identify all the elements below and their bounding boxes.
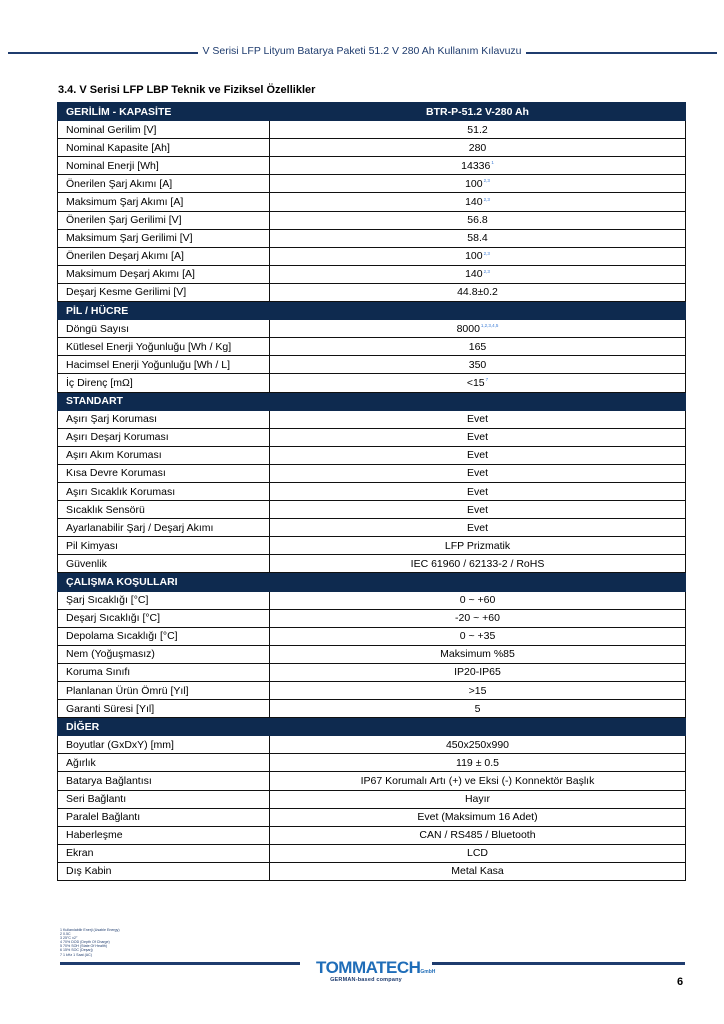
spec-label-cell: Deşarj Kesme Gerilimi [V] bbox=[58, 283, 270, 301]
spec-value: IP20-IP65 bbox=[454, 666, 501, 679]
spec-value-cell bbox=[270, 446, 686, 464]
spec-value: CAN / RS485 / Bluetooth bbox=[419, 829, 536, 842]
spec-value-cell bbox=[270, 862, 686, 880]
table-row bbox=[58, 410, 686, 428]
footnote-marker: 2,3 bbox=[483, 250, 490, 256]
table-row bbox=[58, 175, 686, 193]
table-row bbox=[58, 428, 686, 446]
spec-value: 280 bbox=[468, 141, 487, 154]
section-title-cell: GERİLİM - KAPASİTE bbox=[58, 103, 270, 121]
table-row bbox=[58, 338, 686, 356]
footnote-marker: 2,3 bbox=[483, 196, 490, 202]
spec-value: 8000 bbox=[456, 322, 480, 335]
spec-value: -20 ~ +60 bbox=[455, 612, 500, 625]
spec-table bbox=[57, 102, 686, 881]
spec-label-cell: Pil Kimyası bbox=[58, 537, 270, 555]
spec-value: Hayır bbox=[464, 793, 491, 806]
table-row bbox=[58, 265, 686, 283]
table-row bbox=[58, 157, 686, 175]
section-value-header-cell: BTR-P-51.2 V-280 Ah bbox=[270, 103, 686, 121]
spec-value: 100 bbox=[465, 177, 483, 190]
table-row bbox=[58, 446, 686, 464]
spec-value-cell bbox=[270, 410, 686, 428]
footer-bar-left bbox=[60, 962, 300, 965]
spec-value-cell bbox=[270, 356, 686, 374]
spec-value-cell bbox=[270, 211, 686, 229]
spec-value: Evet bbox=[466, 467, 488, 480]
table-row bbox=[58, 482, 686, 500]
spec-value: Evet bbox=[466, 503, 488, 516]
spec-label-cell: Maksimum Şarj Akımı [A] bbox=[58, 193, 270, 211]
footnote-marker: 7 bbox=[485, 377, 489, 383]
spec-label-cell: Seri Bağlantı bbox=[58, 790, 270, 808]
table-row bbox=[58, 519, 686, 537]
footnote-marker: 1,2,3,4,5 bbox=[480, 323, 499, 329]
spec-label-cell: Planlanan Ürün Ömrü [Yıl] bbox=[58, 682, 270, 700]
spec-label-cell: Maksimum Şarj Gerilimi [V] bbox=[58, 229, 270, 247]
spec-value-cell bbox=[270, 754, 686, 772]
spec-value: 56.8 bbox=[467, 214, 488, 227]
spec-value-cell bbox=[270, 519, 686, 537]
spec-value-cell bbox=[270, 482, 686, 500]
spec-value: Evet (Maksimum 16 Adet) bbox=[417, 811, 538, 824]
spec-label-cell: Ekran bbox=[58, 844, 270, 862]
spec-label-cell: Ayarlanabilir Şarj / Deşarj Akımı bbox=[58, 519, 270, 537]
spec-label-cell: Şarj Sıcaklığı [°C] bbox=[58, 591, 270, 609]
spec-value: >15 bbox=[468, 684, 487, 697]
spec-label-cell: Garanti Süresi [Yıl] bbox=[58, 700, 270, 718]
spec-value: 165 bbox=[468, 340, 487, 353]
section-header-row bbox=[58, 718, 686, 736]
spec-label-cell: Nominal Gerilim [V] bbox=[58, 121, 270, 139]
table-row bbox=[58, 627, 686, 645]
spec-label-cell: Önerilen Şarj Gerilimi [V] bbox=[58, 211, 270, 229]
section-title-cell: PİL / HÜCRE bbox=[58, 302, 270, 320]
table-row bbox=[58, 772, 686, 790]
spec-label-cell: Haberleşme bbox=[58, 826, 270, 844]
section-title: 3.4. V Serisi LFP LBP Teknik ve Fiziksel Özellikler bbox=[58, 84, 316, 96]
spec-value: Maksimum %85 bbox=[440, 648, 515, 661]
spec-label-cell: Paralel Bağlantı bbox=[58, 808, 270, 826]
spec-label-cell: Nominal Enerji [Wh] bbox=[58, 157, 270, 175]
spec-label-cell: Aşırı Deşarj Koruması bbox=[58, 428, 270, 446]
spec-value: LFP Prizmatik bbox=[444, 539, 511, 552]
table-row bbox=[58, 374, 686, 392]
table-row bbox=[58, 754, 686, 772]
footnote-marker: 2,3 bbox=[483, 178, 490, 184]
spec-value-cell bbox=[270, 682, 686, 700]
spec-label-cell: Sıcaklık Sensörü bbox=[58, 501, 270, 519]
spec-value: 100 bbox=[465, 250, 483, 263]
spec-value: 14336 bbox=[461, 159, 491, 172]
table-row bbox=[58, 591, 686, 609]
table-row bbox=[58, 139, 686, 157]
spec-label-cell: Aşırı Şarj Koruması bbox=[58, 410, 270, 428]
table-row bbox=[58, 663, 686, 681]
table-row bbox=[58, 682, 686, 700]
spec-value: 350 bbox=[468, 358, 487, 371]
spec-value-cell bbox=[270, 283, 686, 301]
spec-value-cell bbox=[270, 229, 686, 247]
footnote-line: 1 Kullanılabilir Enerji (Usable Energy) bbox=[60, 928, 120, 932]
spec-label-cell: Aşırı Sıcaklık Koruması bbox=[58, 482, 270, 500]
table-row bbox=[58, 501, 686, 519]
table-row bbox=[58, 283, 686, 301]
section-header-row bbox=[58, 392, 686, 410]
spec-label-cell: Nem (Yoğuşmasız) bbox=[58, 645, 270, 663]
spec-label-cell: Kısa Devre Koruması bbox=[58, 464, 270, 482]
spec-label-cell: Batarya Bağlantısı bbox=[58, 772, 270, 790]
spec-value: 51.2 bbox=[467, 123, 488, 136]
spec-label-cell: Depolama Sıcaklığı [°C] bbox=[58, 627, 270, 645]
section-header-row bbox=[58, 103, 686, 121]
table-row bbox=[58, 193, 686, 211]
section-value-header-cell bbox=[270, 718, 686, 736]
table-row bbox=[58, 736, 686, 754]
table-row bbox=[58, 464, 686, 482]
spec-value-cell bbox=[270, 501, 686, 519]
footnotes bbox=[60, 928, 120, 957]
page-number: 6 bbox=[677, 976, 684, 988]
table-row bbox=[58, 356, 686, 374]
spec-value-cell bbox=[270, 157, 686, 175]
section-title-cell: ÇALIŞMA KOŞULLARI bbox=[58, 573, 270, 591]
logo-text: TOMMATECH bbox=[316, 958, 421, 977]
logo-tagline: GERMAN-based company bbox=[330, 977, 402, 983]
table-row bbox=[58, 320, 686, 338]
footnote-line: 4 70% DOD (Depth Of Charge) bbox=[60, 940, 110, 945]
spec-value: 140 bbox=[465, 268, 483, 281]
spec-value-cell bbox=[270, 247, 686, 265]
spec-value: Evet bbox=[466, 449, 488, 462]
spec-label-cell: Aşırı Akım Koruması bbox=[58, 446, 270, 464]
spec-label-cell: Önerilen Şarj Akımı [A] bbox=[58, 175, 270, 193]
section-value-header-cell bbox=[270, 392, 686, 410]
table-row bbox=[58, 247, 686, 265]
section-title-cell: DİĞER bbox=[58, 718, 270, 736]
logo-suffix: GmbH bbox=[420, 969, 436, 975]
spec-value-cell bbox=[270, 772, 686, 790]
table-row bbox=[58, 700, 686, 718]
spec-value-cell bbox=[270, 537, 686, 555]
table-row bbox=[58, 826, 686, 844]
spec-value-cell bbox=[270, 428, 686, 446]
spec-value: 58.4 bbox=[467, 232, 488, 245]
spec-value-cell bbox=[270, 844, 686, 862]
spec-value: IP67 Korumalı Artı (+) ve Eksi (-) Konnektör Başlık bbox=[360, 775, 595, 788]
spec-value: Metal Kasa bbox=[451, 865, 504, 878]
spec-value-cell bbox=[270, 790, 686, 808]
spec-label-cell: Dış Kabin bbox=[58, 862, 270, 880]
table-row bbox=[58, 537, 686, 555]
spec-value-cell bbox=[270, 139, 686, 157]
section-header-row bbox=[58, 302, 686, 320]
table-row bbox=[58, 211, 686, 229]
spec-label-cell: Döngü Sayısı bbox=[58, 320, 270, 338]
spec-value-cell bbox=[270, 591, 686, 609]
spec-value: IEC 61960 / 62133-2 / RoHS bbox=[410, 557, 545, 570]
footnote-line: 5 70% SOH (State Of Health) bbox=[60, 944, 107, 949]
spec-value-cell bbox=[270, 121, 686, 139]
spec-value: Evet bbox=[466, 485, 488, 498]
company-logo bbox=[316, 958, 436, 983]
spec-value: 44.8±0.2 bbox=[457, 286, 498, 299]
spec-value: 450x250x990 bbox=[445, 738, 510, 751]
spec-value: 140 bbox=[465, 196, 483, 209]
spec-value-cell bbox=[270, 609, 686, 627]
spec-label-cell: Maksimum Deşarj Akımı [A] bbox=[58, 265, 270, 283]
spec-value-cell bbox=[270, 700, 686, 718]
spec-value-cell bbox=[270, 464, 686, 482]
section-header-row bbox=[58, 573, 686, 591]
section-value-header-cell bbox=[270, 302, 686, 320]
header-title: V Serisi LFP Lityum Batarya Paketi 51.2 V 280 Ah Kullanım Kılavuzu bbox=[198, 45, 525, 57]
footnote-line: 7 1 kHz 1 Saat (AC) bbox=[60, 952, 92, 957]
footnote-line: 3 25°C ±2° bbox=[60, 936, 78, 941]
table-row bbox=[58, 555, 686, 573]
spec-value: LCD bbox=[466, 847, 488, 860]
spec-value: Evet bbox=[466, 413, 488, 426]
spec-value-cell bbox=[270, 627, 686, 645]
spec-label-cell: Koruma Sınıfı bbox=[58, 663, 270, 681]
spec-label-cell: Kütlesel Enerji Yoğunluğu [Wh / Kg] bbox=[58, 338, 270, 356]
spec-label-cell: Nominal Kapasite [Ah] bbox=[58, 139, 270, 157]
spec-value-cell bbox=[270, 175, 686, 193]
section-title-cell: STANDART bbox=[58, 392, 270, 410]
spec-value-cell bbox=[270, 374, 686, 392]
spec-label-cell: Önerilen Deşarj Akımı [A] bbox=[58, 247, 270, 265]
spec-value-cell bbox=[270, 808, 686, 826]
spec-value: 0 ~ +35 bbox=[459, 630, 496, 643]
table-row bbox=[58, 844, 686, 862]
table-row bbox=[58, 609, 686, 627]
footnote-marker: 2,3 bbox=[483, 268, 490, 274]
table-row bbox=[58, 645, 686, 663]
spec-label-cell: Hacimsel Enerji Yoğunluğu [Wh / L] bbox=[58, 356, 270, 374]
spec-label-cell: Ağırlık bbox=[58, 754, 270, 772]
table-row bbox=[58, 790, 686, 808]
spec-value-cell bbox=[270, 265, 686, 283]
spec-value: Evet bbox=[466, 431, 488, 444]
section-value-header-cell bbox=[270, 573, 686, 591]
table-row bbox=[58, 121, 686, 139]
spec-value: 119 ± 0.5 bbox=[456, 756, 499, 769]
spec-value-cell bbox=[270, 826, 686, 844]
spec-value-cell bbox=[270, 645, 686, 663]
spec-label-cell: Deşarj Sıcaklığı [°C] bbox=[58, 609, 270, 627]
table-row bbox=[58, 862, 686, 880]
spec-value: Evet bbox=[466, 521, 488, 534]
footnote-marker: 1 bbox=[491, 160, 494, 166]
spec-value: <15 bbox=[466, 376, 485, 389]
table-row bbox=[58, 808, 686, 826]
table-row bbox=[58, 229, 686, 247]
spec-value-cell bbox=[270, 338, 686, 356]
spec-value-cell bbox=[270, 736, 686, 754]
spec-value: 5 bbox=[474, 702, 481, 715]
spec-label-cell: Güvenlik bbox=[58, 555, 270, 573]
spec-value-cell bbox=[270, 555, 686, 573]
footer-bar-right bbox=[432, 962, 685, 965]
spec-value-cell bbox=[270, 663, 686, 681]
footnote-line: 2 0.5C bbox=[60, 932, 71, 937]
spec-value-cell bbox=[270, 193, 686, 211]
spec-label-cell: İç Direnç [mΩ] bbox=[58, 374, 270, 392]
footnote-line: 6 15% SOC (Deşarj) bbox=[60, 948, 93, 953]
spec-label-cell: Boyutlar (GxDxY) [mm] bbox=[58, 736, 270, 754]
spec-value: 0 ~ +60 bbox=[459, 594, 496, 607]
document-header bbox=[0, 45, 724, 57]
spec-value-cell bbox=[270, 320, 686, 338]
